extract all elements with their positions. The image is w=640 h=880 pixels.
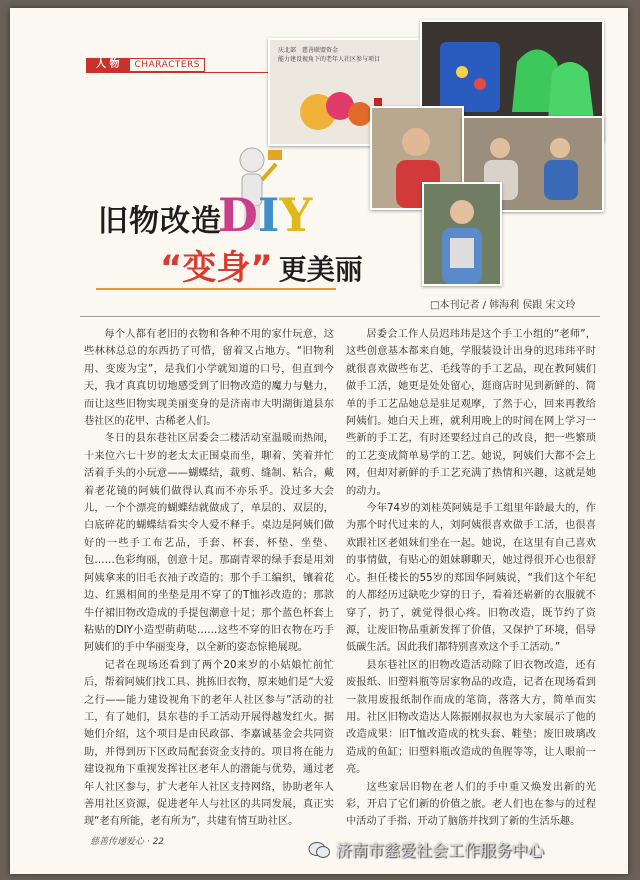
paragraph: 县东巷社区的旧物改造活动除了旧衣物改造，还有废报纸、旧塑料瓶等居家物品的改造，记者在现场看到一款用废报纸制作而成的笔筒，落落大方，简单而实用。社区旧物改造达人陈振刚叔叔也为大家展示了他的改造成果：旧T恤改造成的枕头套、鞋垫；废旧玻璃改造成的鱼缸；旧塑料瓶改造成的鱼腥等等，让人眼前一亮。: [346, 659, 596, 776]
paragraph: 居委会工作人员迟玮玮是这个手工小组的“老师”，这些创意基本都来自她，学服装设计出身的迟玮玮平时就很喜欢做些布艺、毛线等的手工艺品，现在教阿姨们做手工活，她更是处处留心，逛商店时见到新鲜的、简单的手工艺品她总是驻足观摩，了然于心，回来再教给阿姨们。她白天上班，就利用晚上的时间在网上学习一些新的手工艺，有时还要经过自己的改良，把一些繁琐的工艺变成简单易学的工艺。她说，阿姨们大都不会上网，但却对新鲜的手工艺充满了热情和兴趣，这就是她的动力。: [346, 329, 596, 497]
paragraph: 今年74岁的刘桂英阿姨是手工组里年龄最大的，作为那个时代过来的人，刘阿姨很喜欢做手工活，也很喜欢跟社区老姐妹们坐在一起。她说，在这里有自己喜欢的事情做，有贴心的姐妹聊聊天，她过得很开心也很舒心。担任楼长的55岁的郑国华阿姨说，“我们这个年纪的人都经历过缺吃少穿的日子，看着还崭新的衣服就不穿了，扔了，就觉得很心疼。旧物改造，既节约了资源，让废旧物品重新发挥了价值，又保护了环境，倡导低碳生活。因此我们都特别喜欢这个手工活动。”: [346, 503, 596, 654]
paragraph: 每个人都有老旧的衣物和各种不用的家什玩意，这些林林总总的东西扔了可惜，留着又占地方。“旧物利用、变废为宝”，是我们小学就知道的口号，但直到今天，我才真真切切地感受到了旧物改造的魔力与魅力，而让这些旧物实现美丽变身的是济南市大明湖街道县东巷社区的花甲、古稀老人们。: [84, 329, 334, 428]
section-rule: [86, 72, 286, 73]
title-diy: [218, 188, 312, 242]
section-label: 人 物: [86, 58, 129, 72]
woman-2-art: [424, 184, 500, 284]
column-right: [346, 326, 596, 831]
paragraph: 记者在现场还看到了两个20来岁的小姑娘忙前忙后，帮着阿姨们找工具、挑拣旧衣物，原来她们是“大爱之行——能力建设视角下的老年人社区参与”活动的社工，有了她们，县东巷的手工活动开展得越发红火。据她们介绍，这个项目是由民政部、李嘉诚基金会共同资助，并得到历下区政局配套资金支持的。项目将在能力建设视角下重视发挥社区老年人的潜能与优势，通过老年人社区参与，扩大老年人社区支持网络，协助老年人善用社区资源，促进老年人与社区的共同发展，真正实现“老有所能，老有所为”，共建有情互助社区。: [84, 659, 334, 828]
photo-woman-2: [422, 182, 502, 286]
paragraph: 冬日的县东巷社区居委会二楼活动室温暖而热闹，十来位六七十岁的老太太正围桌而坐，聊着、笑着并忙活着手头的小玩意——蝴蝶结，裁剪、缝制、粘合，戴着老花镜的阿姨们做得认真而不亦乐乎。没过多大会儿，一个个漂亮的蝴蝶结就做成了，单层的、双层的，白底碎花的蝴蝶结看实令人爱不释手。桌边是阿姨们做好的一些手工布艺品，手套、杯套、杯垫、坐垫、包……色彩绚丽，创意十足。那副青翠的绿手套是用刘阿姨拿来的旧毛衣袖子改造的；那个手工编织，镶着花边、红黑相间的坐垫是用不穿了的T恤衫改造的；那款牛仔裙旧物改造成的手提包潮意十足；那个蓝色杯套上粘贴的DIY小造型萌萌哒……这些不穿的旧衣物在巧手阿姨们的手中华丽变身，以全新的姿态惊艳展现。: [84, 433, 334, 654]
diy-text: [218, 188, 312, 242]
byline: □本刊记者 / 韩海利 侯跟 宋文玲: [430, 300, 576, 311]
diy-letter: Y: [279, 188, 313, 242]
footer-magazine: 慈善传递爱心 · 22: [90, 837, 165, 847]
sign-line1: 庆北部 慈善联盟资金: [278, 47, 339, 54]
diy-letter: I: [257, 188, 280, 242]
wechat-icon: [308, 841, 330, 859]
sign-line2: 能力建设视角下的老年人社区参与项目: [278, 56, 381, 63]
watermark-text: 济南市慈爱社会工作服务中心: [336, 841, 545, 860]
paragraph: 这些家居旧物在老人们的手中重又焕发出新的光彩，开启了它们新的价值之旅。老人们也在参与的过程中活动了手指、开动了脑筋并找到了新的生活乐趣。: [346, 781, 596, 828]
title-line1: 旧物改造: [98, 204, 222, 239]
section-tag: [86, 58, 205, 72]
title-rest: 更美丽: [278, 253, 363, 286]
divider: [80, 316, 600, 317]
watermark: [308, 838, 544, 861]
title-bianshen: “变身”: [160, 248, 273, 288]
section-label-en: CHARACTERS: [129, 58, 205, 72]
diy-letter: D: [218, 188, 258, 242]
title-underline: [96, 288, 336, 290]
column-left: [84, 326, 334, 831]
magazine-page: [10, 8, 628, 874]
title-line2: [160, 240, 363, 289]
